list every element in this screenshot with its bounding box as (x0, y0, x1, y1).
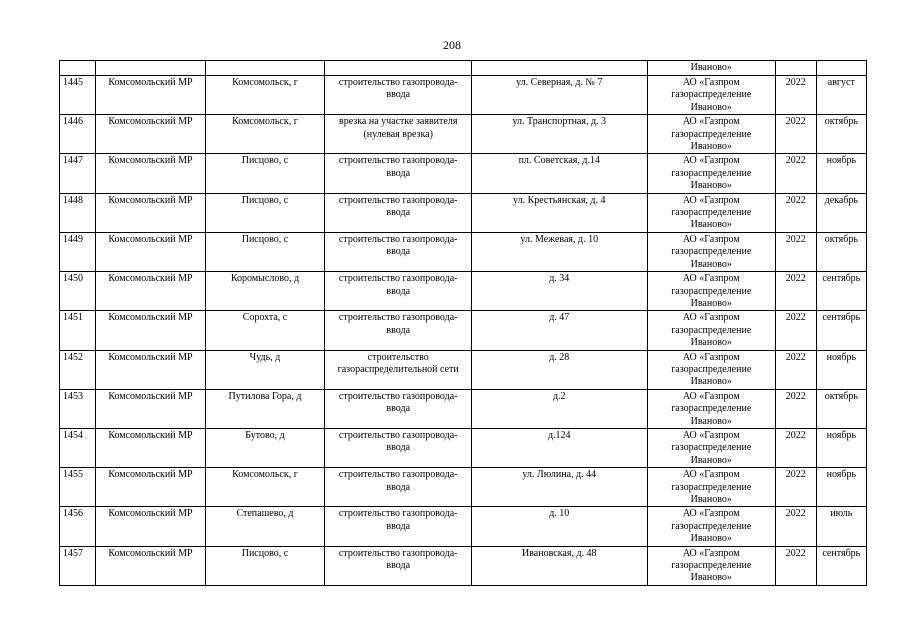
row-number-cell: 1453 (60, 389, 96, 428)
address-cell: ул. Транспортная, д. 3 (472, 115, 648, 154)
work-type-cell: врезка на участке заявителя (нулевая врезка) (325, 115, 472, 154)
organization-cell: АО «Газпром газораспределение Иваново» (647, 507, 775, 546)
month-cell: ноябрь (816, 468, 866, 507)
organization-cell: АО «Газпром газораспределение Иваново» (647, 115, 775, 154)
district-cell: Комсомольский МР (96, 546, 205, 585)
page-number: 208 (443, 38, 461, 52)
address-cell: д.2 (472, 389, 648, 428)
year-cell: 2022 (775, 232, 816, 271)
table-row (60, 272, 867, 311)
address-cell: д. 10 (472, 507, 648, 546)
row-number-cell: 1454 (60, 428, 96, 467)
table-row (60, 232, 867, 271)
table-row (60, 115, 867, 154)
settlement-cell (205, 61, 325, 76)
continuation-row (60, 61, 867, 76)
work-type-cell: строительство газопровода-ввода (325, 76, 472, 115)
settlement-cell: Писцово, с (205, 546, 325, 585)
work-type-cell: строительство газораспределительной сети (325, 350, 472, 389)
year-cell: 2022 (775, 115, 816, 154)
month-cell: октябрь (816, 115, 866, 154)
work-type-cell: строительство газопровода-ввода (325, 507, 472, 546)
district-cell: Комсомольский МР (96, 232, 205, 271)
organization-cell: АО «Газпром газораспределение Иваново» (647, 311, 775, 350)
row-number-cell: 1456 (60, 507, 96, 546)
year-cell: 2022 (775, 311, 816, 350)
address-cell (472, 61, 648, 76)
organization-cell: АО «Газпром газораспределение Иваново» (647, 232, 775, 271)
row-number-cell: 1450 (60, 272, 96, 311)
organization-cell: АО «Газпром газораспределение Иваново» (647, 272, 775, 311)
address-cell: ул. Северная, д. № 7 (472, 76, 648, 115)
table-row (60, 389, 867, 428)
row-number-cell: 1445 (60, 76, 96, 115)
table-row (60, 350, 867, 389)
month-cell: август (816, 76, 866, 115)
district-cell: Комсомольский МР (96, 428, 205, 467)
settlement-cell: Степашево, д (205, 507, 325, 546)
district-cell (96, 61, 205, 76)
address-cell: Ивановская, д. 48 (472, 546, 648, 585)
month-cell: октябрь (816, 389, 866, 428)
row-number-cell: 1457 (60, 546, 96, 585)
year-cell: 2022 (775, 389, 816, 428)
organization-cell: АО «Газпром газораспределение Иваново» (647, 546, 775, 585)
month-cell: июль (816, 507, 866, 546)
table-row (60, 193, 867, 232)
work-type-cell: строительство газопровода-ввода (325, 193, 472, 232)
organization-cell: АО «Газпром газораспределение Иваново» (647, 468, 775, 507)
settlement-cell: Путилова Гора, д (205, 389, 325, 428)
gasification-table (59, 60, 867, 586)
year-cell: 2022 (775, 428, 816, 467)
year-cell: 2022 (775, 546, 816, 585)
month-cell: ноябрь (816, 428, 866, 467)
address-cell: д. 28 (472, 350, 648, 389)
district-cell: Комсомольский МР (96, 507, 205, 546)
address-cell: д. 47 (472, 311, 648, 350)
table-row (60, 507, 867, 546)
settlement-cell: Бутово, д (205, 428, 325, 467)
address-cell: ул. Межевая, д. 10 (472, 232, 648, 271)
settlement-cell: Коромыслово, д (205, 272, 325, 311)
row-number-cell: 1447 (60, 154, 96, 193)
settlement-cell: Комсомольск, г (205, 76, 325, 115)
month-cell (816, 61, 866, 76)
month-cell: декабрь (816, 193, 866, 232)
organization-cell: АО «Газпром газораспределение Иваново» (647, 154, 775, 193)
row-number-cell: 1451 (60, 311, 96, 350)
work-type-cell: строительство газопровода-ввода (325, 311, 472, 350)
address-cell: ул. Крестьянская, д. 4 (472, 193, 648, 232)
row-number-cell (60, 61, 96, 76)
month-cell: октябрь (816, 232, 866, 271)
address-cell: пл. Советская, д.14 (472, 154, 648, 193)
year-cell: 2022 (775, 154, 816, 193)
work-type-cell: строительство газопровода-ввода (325, 154, 472, 193)
work-type-cell: строительство газопровода-ввода (325, 232, 472, 271)
district-cell: Комсомольский МР (96, 468, 205, 507)
row-number-cell: 1449 (60, 232, 96, 271)
settlement-cell: Комсомольск, г (205, 115, 325, 154)
year-cell: 2022 (775, 350, 816, 389)
work-type-cell: строительство газопровода-ввода (325, 468, 472, 507)
work-type-cell: строительство газопровода-ввода (325, 272, 472, 311)
work-type-cell: строительство газопровода-ввода (325, 428, 472, 467)
settlement-cell: Писцово, с (205, 154, 325, 193)
month-cell: ноябрь (816, 154, 866, 193)
address-cell: д.124 (472, 428, 648, 467)
settlement-cell: Сорохта, с (205, 311, 325, 350)
organization-cell: АО «Газпром газораспределение Иваново» (647, 76, 775, 115)
row-number-cell: 1452 (60, 350, 96, 389)
year-cell: 2022 (775, 507, 816, 546)
settlement-cell: Комсомольск, г (205, 468, 325, 507)
table-row (60, 468, 867, 507)
district-cell: Комсомольский МР (96, 76, 205, 115)
year-cell: 2022 (775, 468, 816, 507)
table-row (60, 154, 867, 193)
year-cell: 2022 (775, 76, 816, 115)
district-cell: Комсомольский МР (96, 389, 205, 428)
year-cell: 2022 (775, 193, 816, 232)
organization-cell: АО «Газпром газораспределение Иваново» (647, 350, 775, 389)
organization-cell: АО «Газпром газораспределение Иваново» (647, 428, 775, 467)
row-number-cell: 1446 (60, 115, 96, 154)
district-cell: Комсомольский МР (96, 311, 205, 350)
month-cell: сентябрь (816, 272, 866, 311)
work-type-cell: строительство газопровода-ввода (325, 546, 472, 585)
month-cell: ноябрь (816, 350, 866, 389)
month-cell: сентябрь (816, 311, 866, 350)
settlement-cell: Чудь, д (205, 350, 325, 389)
settlement-cell: Писцово, с (205, 193, 325, 232)
row-number-cell: 1448 (60, 193, 96, 232)
district-cell: Комсомольский МР (96, 154, 205, 193)
work-type-cell: строительство газопровода-ввода (325, 389, 472, 428)
year-cell: 2022 (775, 272, 816, 311)
address-cell: д. 34 (472, 272, 648, 311)
table-row (60, 311, 867, 350)
year-cell (775, 61, 816, 76)
organization-cell: АО «Газпром газораспределение Иваново» (647, 389, 775, 428)
address-cell: ул. Люлина, д. 44 (472, 468, 648, 507)
organization-cell: Иваново» (647, 61, 775, 76)
table-row (60, 428, 867, 467)
district-cell: Комсомольский МР (96, 115, 205, 154)
table-row (60, 546, 867, 585)
district-cell: Комсомольский МР (96, 193, 205, 232)
organization-cell: АО «Газпром газораспределение Иваново» (647, 193, 775, 232)
work-type-cell (325, 61, 472, 76)
row-number-cell: 1455 (60, 468, 96, 507)
settlement-cell: Писцово, с (205, 232, 325, 271)
district-cell: Комсомольский МР (96, 272, 205, 311)
district-cell: Комсомольский МР (96, 350, 205, 389)
table-row (60, 76, 867, 115)
month-cell: сентябрь (816, 546, 866, 585)
